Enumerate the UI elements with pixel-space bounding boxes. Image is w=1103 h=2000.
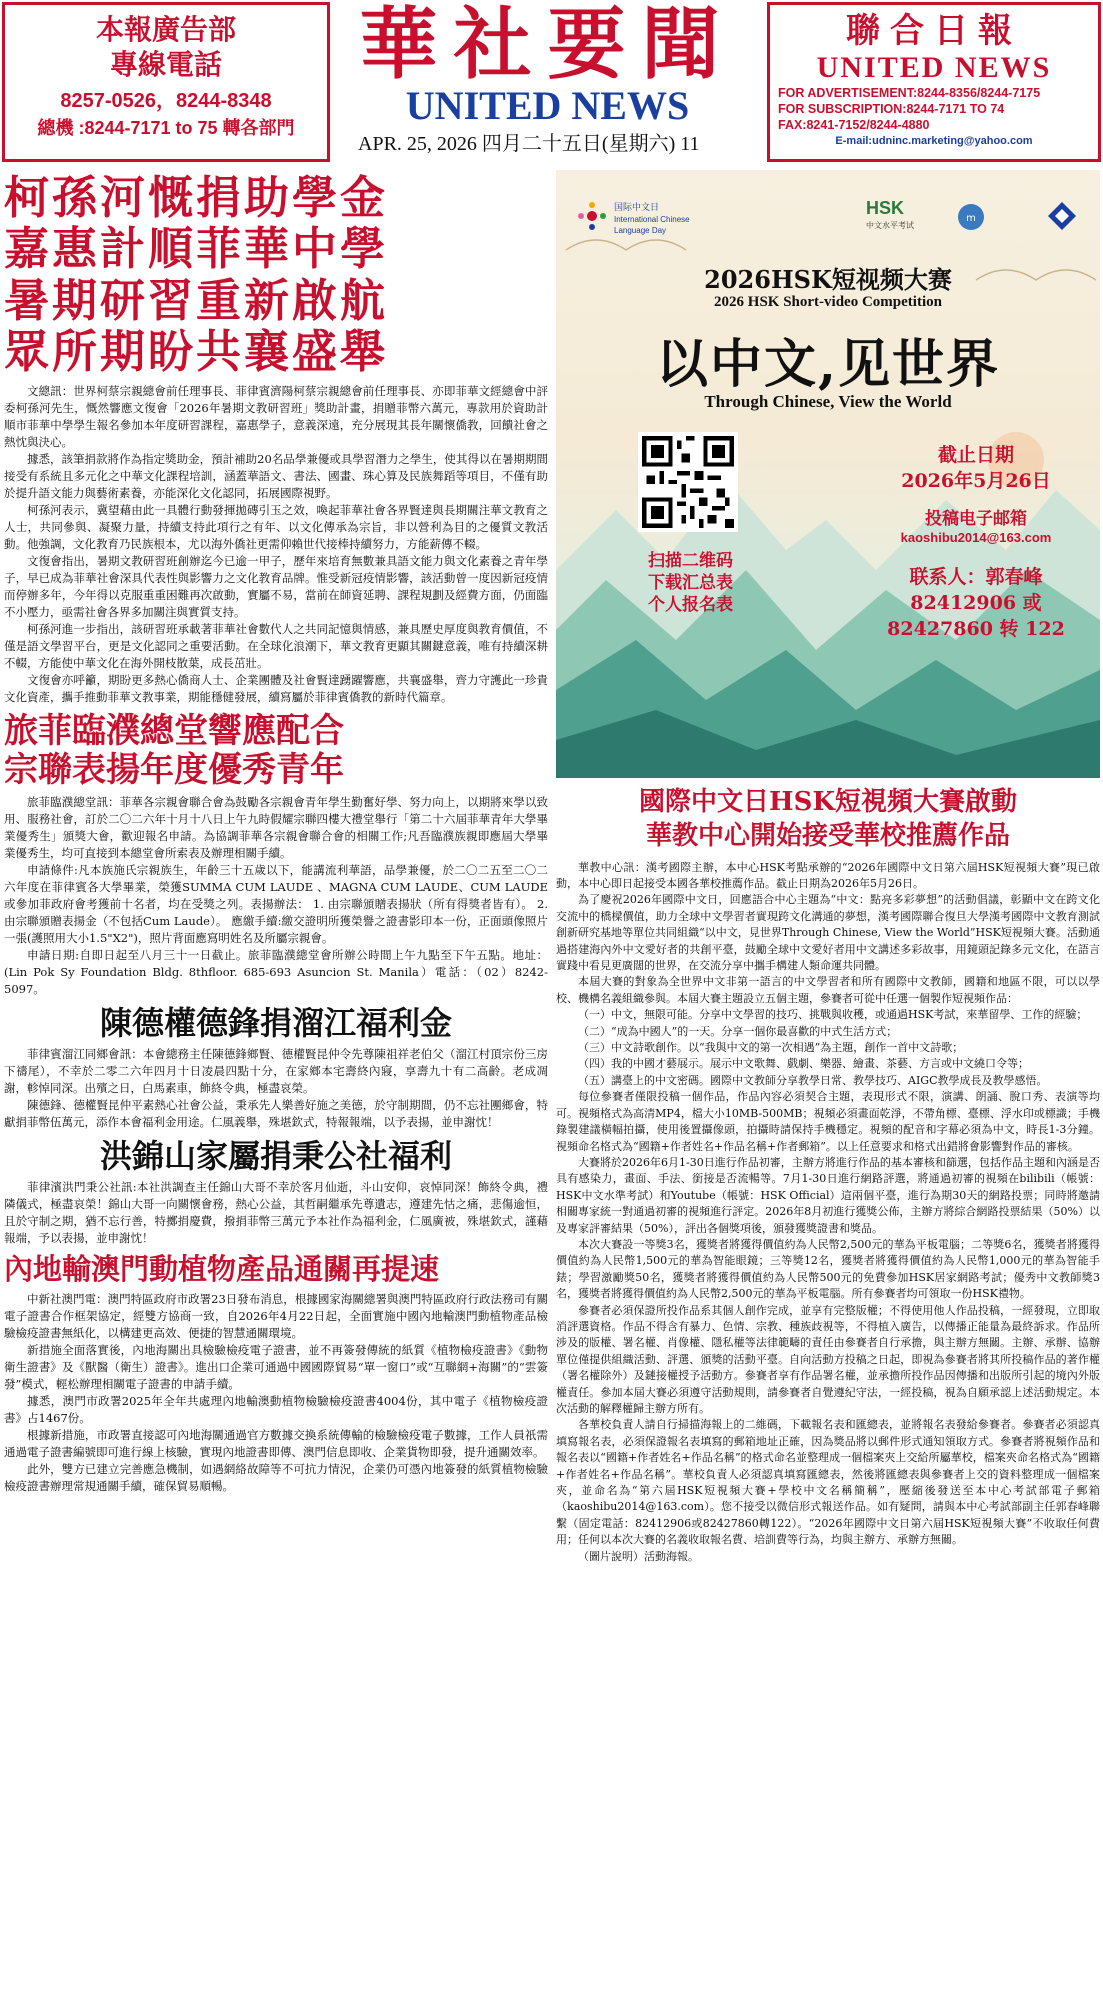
article-3-body — [4, 1046, 548, 1131]
paragraph: 旅菲臨濮總堂訊：菲華各宗親會聯合會為鼓勵各宗親會青年學生勤奮好學、努力向上，以期將來學以致用、服務社會，訂於二〇二六年十月十八日上午九時假耀宗聯四樓大禮堂舉行「第二十六屆菲華青年大學畢業優秀生」頒獎大會，歡迎報名申請。為協調菲華各宗親會聯合會的相關工作;凡吾臨濮族親即應屆大學畢業優秀生，均可直接到本總堂會所索表及辦理相關手續。 — [4, 794, 548, 860]
article-4-headline: 洪錦山家屬捐秉公社福利 — [99, 1137, 452, 1176]
right-column — [556, 170, 1100, 1996]
deadline-label: 截止日期 — [937, 444, 1014, 466]
paragraph: 各華校負責人請自行掃描海報上的二維碼，下載報名表和匯總表，並將報名表發給參賽者。參賽者必須認真填寫報名表，必須保證報名表填寫的郵箱地址正確，因為獎品將以郵件形式通知領取方式。參賽者將視頻作品和報名表以“國籍+作者姓名+作品名稱”的格式命名並整理成一個檔案夾上交給所屬華校，檔案夾命名格式為“國籍+作者姓名+作品名稱”。華校負責人必須認真填寫匯總表，然後將匯總表與參賽者上交的資料整理成一個檔案夾，並命名為“第六屆HSK短視頻大賽+學校中文名稱簡稱”，壓縮後發送至本中心考試部電子郵箱（kaoshibu2014@163.com）。您不接受以微信形式報送作品。如有疑問，請與本中心考試部副主任郭春峰聯繫（固定電話：82412906或82427860轉122）。“2026年國際中文日第六屆HSK短視頻大賽”不收取任何費用；任何以本次大賽的名義收取報名費、培訓費等行為，均與主辦方、承辦方無關。 — [556, 1418, 1100, 1547]
paragraph: 本屆大賽的對象為全世界中文非第一語言的中文學習者和所有國際中文教師，國籍和地區不限，可以以學校、機構名義組織參與。本屆大賽主題設立五個主題，參賽者可從中任選一個製作短視頻作品： — [556, 975, 1100, 1005]
contact-email: E-mail:udninc.marketing@yahoo.com — [835, 135, 1033, 147]
headline-line: 暑期研習重新啟航 — [4, 273, 389, 327]
left-column — [4, 170, 548, 1996]
ad-department-box — [2, 2, 330, 162]
article-3-headline: 陳德權德鋒捐溜江福利金 — [99, 1003, 452, 1042]
paragraph: 據悉，澳門市政署2025年全年共處理內地輸澳動植物檢驗檢疫證書4004份，其中電子《植物檢疫證書》占1467份。 — [4, 1393, 548, 1425]
united-news-box — [767, 2, 1101, 162]
paragraph: 本次大賽設一等獎3名，獲獎者將獲得價值約為人民幣2,500元的華為平板電腦；二等獎6名，獲獎者將獲得價值約為人民幣1,500元的華為智能眼鏡；三等獎12名，獲獎者將獲得價值約為人民幣1,000元的華為智能手錶；學習激勵獎50名，獲獎者將獲得價值約為人民幣500元的免費參加HSK居家網路考試；優秀中文教師獎3名，獲獎者將獲得價值約為人民幣2,500元的華為平板電腦。所有參賽者均可領取一份HSK禮物。 — [556, 1237, 1100, 1301]
newspaper-logo — [340, 2, 755, 162]
paragraph: 陳德鋒、德權賢昆仲平素熱心社會公益，秉承先人樂善好施之美德，於守制期間，仍不忘社團鄉會，特獻捐菲幣伍萬元，添作本會福利金用途。仁風義舉，殊堪欽式，特報報端，以予表揚，並申謝忱！ — [4, 1098, 548, 1130]
paragraph: 申請日期:自即日起至八月三十一日截止。旅菲臨濮總堂會所辦公時間上午九點至下午五點。地址：(Lin Pok Sy Foundation Bldg. 8thfloor. 685-693 Asuncion St. Manila）電話：（02）8242-5097。 — [4, 947, 548, 996]
poster-title-cn: 2026HSK短视频大赛 — [704, 265, 952, 294]
submission-email[interactable]: kaoshibu2014@163.com — [900, 530, 1052, 545]
advertisement-phone: FOR ADVERTISEMENT:8244-8356/8244-7175 — [778, 86, 1041, 100]
language-day-logo-icon — [576, 200, 608, 232]
paragraph: 申請條件:凡本族施氏宗親族生，年齡三十五歲以下，能講流利華語，品學兼優，於二〇二五至二〇二六年度在菲律賓各大學畢業，榮獲SUMMA CUM LAUDE 、MAGNA CUM LAUDE、CUM LAUDE或參加菲政府會考獲前十名者，均在受獎之列。表揚辦法： 1. 由宗聯頒贈表揚狀（所有得獎者皆有）。 2. 由宗聯頒贈表揚金（不包括Cum Laude）。 應繳手續:繳交證明所獲榮譽之證書影印本一份，正面頭像照片一張(護照用大小1.5"X2")，照片背面應寫明姓名及所屬宗親會。 — [4, 862, 548, 945]
paragraph: 文復會亦呼籲，期盼更多熱心僑商人士、企業團體及社會賢達踴躍響應，共襄盛舉，齊力守護此一珍貴文化資產，攜手推動菲華文教事業，期能穩健發展，續寫屬於菲律賓僑教的新時代篇章。 — [4, 673, 548, 705]
language-day-cn: 国际中文日 — [614, 202, 660, 212]
logo-chinese: 華社要聞 — [359, 0, 736, 90]
paragraph: 參賽者必須保證所投作品系其個人創作完成，並享有完整版權；不得使用他人作品投稿，一經發現，立即取消評選資格。作品不得含有暴力、色情、宗教、種族歧視等，不得植入廣告，以傳播正能量為最終訴求。作品所涉及的版權、署名權、肖像權、隱私權等法律範疇的責任由參賽者自行承擔，與主辦方無關。主辦、承辦、協辦單位僅提供組織活動、評選、頒獎的活動平臺。自向活動方投稿之日起，即視為參賽者將其所投稿作品的著作權（署名權除外）及鏈接權授予活動方。參賽者享有作品署名權，並承擔所投作品因傳播和出版所引起的境內外版權責任。參加本屆大賽必須遵守活動規則，請參賽者自覺遵紀守法，一經投稿，視為自願承認上述活動規定。本次活動的解釋權歸主辦方所有。 — [556, 1303, 1100, 1415]
partner-logo-icon — [956, 202, 986, 232]
issue-date: APR. 25, 2026 四月二十五日(星期六) 11 — [358, 133, 700, 155]
hsk-subtitle: 中文水平考试 — [866, 221, 914, 230]
paragraph: 中新社澳門電：澳門特區政府市政署23日發布消息，根據國家海關總署與澳門特區政府行政法務司有關電子證書合作框架協定，經雙方協商一致，自2026年4月22日起，全面實施中國內地輸澳門動植物產品檢驗檢疫證書無紙化，以構建更高效、便捷的智慧通關環境。 — [4, 1291, 548, 1340]
scan-line: 下载汇总表 — [648, 573, 733, 593]
masthead — [0, 0, 1103, 165]
center-logo-icon — [1046, 200, 1078, 232]
paragraph: 新措施全面落實後，內地海關出具檢驗檢疫電子證書，並不再簽發傳統的紙質《植物檢疫證書》《動物衛生證書》及《獸醫（衛生）證書》。進出口企業可通過中國國際貿易“單一窗口”或“互聯網+海關”的“雲簽發”模式，輕松辦理相關電子證書的申請手續。 — [4, 1342, 548, 1391]
poster-title-en: 2026 HSK Short-video Competition — [714, 294, 942, 310]
article-1-body — [4, 383, 548, 706]
paragraph: 為了慶祝2026年國際中文日，回應語合中心主題為“中文：點亮多彩夢想”的活動倡議，彰顯中文在跨文化交流中的橋樑價值，助力全球中文學習者實現跨文化溝通的夢想，漢考國際聯合復旦大學漢考國際中文教育測試創新研究基地等單位共同組織“以中文，見世界Through Chinese, View the World”HSK短視頻大賽。活動通過搭建海內外中文愛好者的共創平臺，鼓勵全球中文愛好者用中文講述多彩故事，用鏡頭記錄多元文化，在語言實踐中看見更廣闊的世界，在交流分享中攜手構建人類命運共同體。 — [556, 893, 1100, 973]
poster-slogan-en: Through Chinese, View the World — [704, 392, 952, 411]
paragraph: 柯孫河表示，冀望藉由此一具體行動發揮拋磚引玉之效，喚起菲華社會各界賢達與長期關注華文教育之人士，共同參與、凝聚力量，持續支持此項行之有年、以文化傳承為宗旨，非以營利為目的之優質文教活動。他強調，文化教育乃民族根本，尤以海外僑社更需仰賴世代接棒持續努力，方能薪傳不輟。 — [4, 503, 548, 552]
article-1-headline — [4, 172, 548, 377]
paragraph: 此外，雙方已建立完善應急機制，如遇網絡故障等不可抗力情況，企業仍可憑內地簽發的紙質植物檢驗檢疫證書辦理常規通關手續，確保貿易順暢。 — [4, 1461, 548, 1493]
scan-line: 扫描二维码 — [648, 551, 733, 571]
hsk-logo: HSK — [866, 198, 905, 218]
headline-line: 嘉惠計順菲華中學 — [4, 222, 389, 276]
article-b1-headline — [556, 786, 1100, 854]
article-2-headline — [4, 712, 548, 790]
article-4-body — [4, 1179, 548, 1247]
united-news-english: UNITED NEWS — [816, 51, 1052, 84]
switchboard: 總機 :8244-7171 to 75 轉各部門 — [37, 118, 295, 138]
hotline-label: 專線電話 — [109, 48, 222, 81]
scan-line: 个人报名表 — [648, 595, 733, 615]
headline-line: 柯孫河慨捐助學金 — [4, 171, 389, 224]
headline-line: 國際中文日HSK短視頻大賽啟動 — [639, 787, 1017, 817]
photo-caption: （圖片說明）活動海報。 — [578, 1549, 699, 1563]
logo-english: UNITED NEWS — [405, 83, 690, 128]
paragraph: （五）講臺上的中文密碼。國際中文教師分享教學日常、教學技巧、AIGC教學成長及教學感悟。 — [578, 1073, 1048, 1087]
paragraph: 文總訊：世界柯蔡宗親總會前任理事長、菲律賓濟陽柯蔡宗親總會前任理事長、亦即菲華文經總會中評委柯孫河先生，慨然響應文復會「2026年暑期文教研習班」獎助計畫，捐贈菲幣六萬元，專款用於資助計順市菲華中學學生報名參加本年度研習課程，嘉惠學子，意義深遠，充分展現其長年關懷僑教，回饋社會之熱忱與決心。 — [4, 384, 548, 450]
svg-text:m: m — [966, 213, 976, 224]
language-day-en: International Chinese Language Day — [614, 215, 690, 235]
united-news-chinese: 聯合日報 — [846, 11, 1022, 51]
subscription-phone: FOR SUBSCRIPTION:8244-7171 TO 74 — [778, 102, 1005, 116]
ad-phones: 8257-0526，8244-8348 — [60, 90, 272, 112]
scan-instructions — [648, 550, 733, 616]
article-b1-body — [556, 860, 1100, 1565]
headline-line: 宗聯表揚年度優秀青年 — [4, 749, 344, 790]
contact-phone-2: 82427860 转 122 — [887, 618, 1065, 640]
headline-line: 華教中心開始接受華校推薦作品 — [645, 820, 1010, 851]
paragraph: 每位參賽者僅限投稿一個作品，作品內容必須契合主題，表現形式不限，演講、朗誦、脫口秀、表演等均可。視頻格式為高清MP4，檔大小10MB-500MB；視頻必須畫面乾淨，不帶角標、臺標、浮水印或標識；手機錄製建議橫幅拍攝，使用後置攝像頭，拍攝時請保持手機穩定。視頻的配音和字幕必須為中文，時長1-3分鐘。視頻命名格式為“國籍+作者姓名+作品名稱+作者郵箱”。以上任意要求和格式出錯將會影響對作品的審核。 — [556, 1090, 1100, 1153]
paragraph: （三）中文詩歌創作。以“我與中文的第一次相遇”為主題，創作一首中文詩歌； — [578, 1041, 964, 1055]
article-5-body — [4, 1291, 548, 1495]
article-2-body — [4, 794, 548, 998]
paragraph: 根據新措施，市政署直接認可內地海關通過官方數據交換系統傳輸的檢驗檢疫電子數據，工作人員祇需通過電子證書編號即可進行線上核驗，實現內地證書即傳、澳門信息即收、企業貨物即發，提升通關效率。 — [4, 1427, 548, 1459]
hsk-competition-poster — [556, 170, 1100, 778]
contact-person: 联系人：郭春峰 — [909, 566, 1043, 588]
paragraph: （四）我的中國才藝展示。展示中文歌舞、戲劇、樂器、繪畫、茶藝、方言或中文繞口令等； — [578, 1057, 1029, 1071]
paragraph: 華教中心訊：漢考國際主辦，本中心HSK考點承辦的“2026年國際中文日第六屆HSK短視頻大賽”現已啟動，本中心即日起接受本國各華校推薦作品。截止日期為2026年5月26日。 — [556, 860, 1100, 890]
paragraph: （一）中文，無限可能。分享中文學習的技巧、挑戰與收穫，或通過HSK考試，來華留學、工作的經驗； — [578, 1008, 1088, 1022]
contact-phone-1: 82412906 或 — [910, 592, 1042, 614]
headline-line: 旅菲臨濮總堂響應配合 — [4, 711, 344, 752]
email-label: 投稿电子邮箱 — [925, 509, 1027, 529]
headline-line: 眾所期盼共襄盛舉 — [4, 324, 389, 378]
qr-code-image — [642, 436, 734, 528]
paragraph: 文復會指出，暑期文教研習班創辦迄今已逾一甲子，歷年來培育無數兼具語文能力與文化素養之青年學子，早已成為菲華社會深具代表性與影響力之文化教育品牌。惟受新冠疫情影響，該活動曾一度因新冠疫情而停辦多年，今年得以克服重重困難再次啟動，實屬不易，當前在師資延聘、課程規劃及經費方面，仍面臨不小壓力，亟需社會各界多加關注與實質支持。 — [4, 554, 548, 620]
fax-number: FAX:8241-7152/8244-4880 — [778, 118, 930, 132]
article-5-headline: 內地輸澳門動植物產品通關再提速 — [4, 1252, 440, 1287]
poster-slogan-cn: 以中文,见世界 — [655, 334, 1001, 395]
paragraph: 菲律賓溜江同鄉會訊：本會總務主任陳德鋒鄉賢、德權賢昆仲令先尊陳祖祥老伯父（溜江村頂宗份三房下禱尾），不幸於二零二六年四月十日凌晨四點十分，在家鄉本宅壽終內寢，享壽九十有二高齡。老成凋謝，軫悼同深。出殯之日，白馬素車，飾終令典，極盡哀榮。 — [4, 1047, 548, 1096]
paragraph: 據悉，該筆捐款將作為指定獎助金，預計補助20名品學兼優或具學習潛力之學生，使其得以在暑期期間接受有系統且多元化之中華文化課程培訓，涵蓋華語文、書法、國畫、珠心算及民族舞蹈等項目，不僅有助於提升語文能力與藝術素養，亦能深化文化認同，拓展國際視野。 — [4, 452, 548, 501]
poster-logos — [576, 198, 1080, 238]
qr-code[interactable] — [638, 432, 738, 532]
paragraph: 柯孫河進一步指出，該研習班承載著菲華社會數代人之共同記憶與情感，兼具歷史厚度與教育價值，不僅是語文學習平台，更是文化認同之重要活動。在全球化浪潮下，華文教育更顯其關鍵意義，唯有持續深耕不輟，方能使中華文化在海外開枝散葉，成長茁壯。 — [4, 622, 548, 671]
paragraph: （二）“成為中國人”的一天。分享一個你最喜歡的中式生活方式； — [578, 1024, 898, 1038]
paragraph: 大賽將於2026年6月1-30日進行作品初審，主辦方將進行作品的基本審核和篩選，包括作品主題和內涵是否具有感染力，畫面、手法、銜接是否流暢等。7月1-30日進行網路評選，將通過初審的視頻在bilibili（帳號：HSK中文水準考試）和Youtube（帳號：HSK Official）這兩個平臺，進行為期30天的網路投票；同時將邀請相關專家統一對通過初審的視頻進行評定。2026年8月初進行獲獎公佈，主辦方將綜合網路投票結果（50%）以及專家評審結果（50%），評出各個獎項後，頒發獲獎證書和獎品。 — [556, 1155, 1100, 1235]
ad-dept-label: 本報廣告部 — [95, 13, 236, 46]
paragraph: 菲律濱洪門秉公社訊:本社洪調查主任錦山大哥不幸於客月仙逝，斗山安仰，哀悼同深！飾終令典，禮隣儀式，極盡哀榮！錦山大哥一向關懷會務，熱心公益，其哲嗣繼承先尊遺志，遵建先怙之痛，悲傷逾恒，且於守制之期，猶不忘行善，特擲捐慶費，撥捐菲幣三萬元予本社作為福利金，仁風廣被，殊堪欽式，謹藉報端，予以表揚，並申謝忱！ — [4, 1180, 548, 1246]
deadline-date: 2026年5月26日 — [901, 470, 1051, 492]
